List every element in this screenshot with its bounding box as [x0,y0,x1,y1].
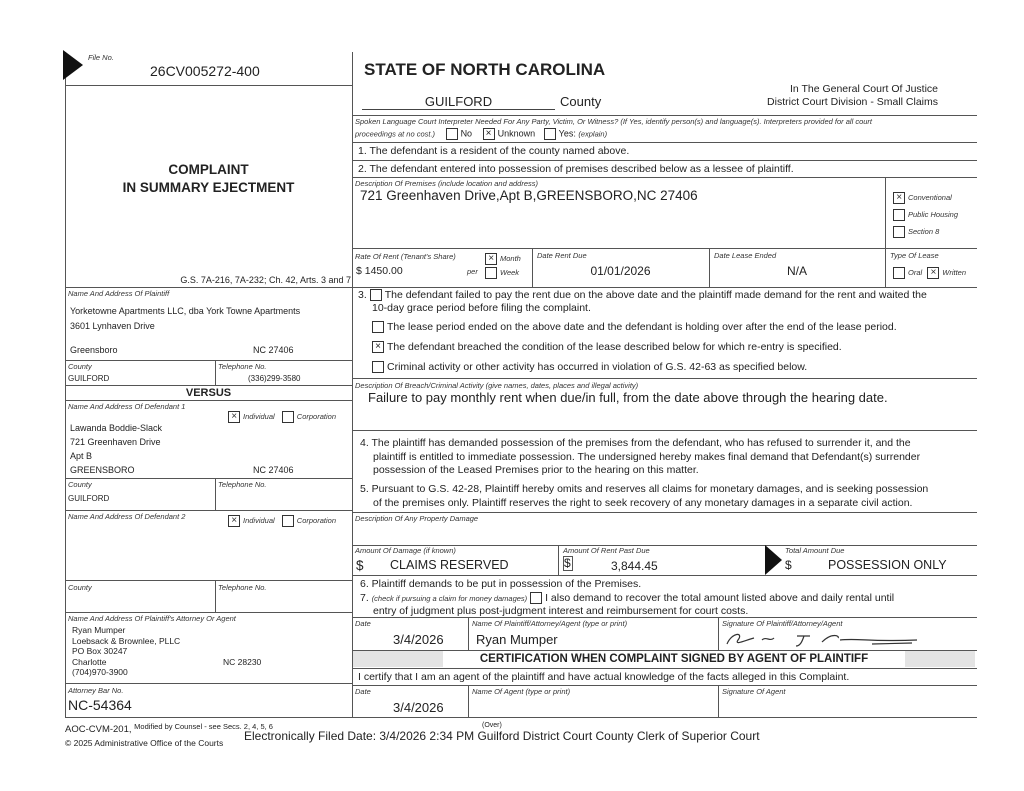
defendant1-city: GREENSBORO [70,465,135,475]
sig-date-label: Date [355,619,371,628]
total-value: POSSESSION ONLY [828,558,947,572]
month-label: Month [500,253,521,263]
plaintiff-label: Name And Address Of Plaintiff [68,289,170,298]
form-number: AOC-CVM-201, [65,724,132,735]
conventional-checkbox[interactable]: × [893,192,905,204]
item-5-line: of the premises only. Plaintiff reserves the right to seek recovery of any monetary damages in a separate civil action. [373,496,913,509]
statute: G.S. 7A-216, 7A-232; Ch. 42, Arts. 3 and 7 [180,275,351,285]
rent-label: Rate Of Rent (Tenant's Share) [355,252,456,261]
breach-checkbox[interactable]: × [372,341,384,353]
ended-value: N/A [786,264,807,278]
item-7 [360,592,894,604]
breach-label: Description Of Breach/Criminal Activity (give names, dates, places and illegal activity) [355,381,639,390]
item-4 [360,437,920,478]
damage-amount-label: Amount Of Damage (if known) [355,546,456,555]
rule [65,612,352,613]
handwritten-signature [722,628,922,650]
defendant1-unit: Apt B [70,451,93,461]
past-due-value: 3,844.45 [611,559,658,573]
rule [215,580,216,612]
rule [352,177,977,178]
item-7-hint: (check if pursuing a claim for money damages) [371,594,528,603]
attorney-po: PO Box 30247 [72,646,128,656]
lease-type-label: Type Of Lease [890,251,939,260]
holdover-checkbox[interactable] [372,321,384,333]
item-2: 2. The defendant entered into possession of premises described below as a lessee of plaintiff. [358,163,794,175]
criminal-text: Criminal activity or other activity has occurred in violation of G.S. 42-63 as specified below. [387,361,808,373]
item-5 [360,483,928,510]
rule [65,683,352,684]
sig-label: Signature Of Plaintiff/Attorney/Agent [722,619,843,628]
breach-text: The defendant breached the condition of the lease described below for which re-entry is specified. [387,341,842,353]
written-label: Written [942,267,967,277]
written-checkbox[interactable]: × [927,267,939,279]
shade [353,651,443,667]
item-1: 1. The defendant is a resident of the county named above. [358,145,630,157]
no-checkbox[interactable] [446,128,458,140]
ended-label: Date Lease Ended [714,251,777,260]
cert-date: 3/4/2026 [393,700,444,715]
sig-name: Ryan Mumper [476,632,558,647]
interpreter-question-2: proceedings at no cost.) [355,129,436,139]
rule [352,378,977,379]
rule [352,115,977,116]
item-4-line: plaintiff is entitled to immediate possession. The undersigned hereby makes final demand that Defendant(s) surrender [373,450,921,463]
rule [352,685,977,686]
unknown-label: Unknown [497,128,536,139]
section-8-checkbox[interactable] [893,226,905,238]
yes-label: Yes: [558,128,576,139]
rule [65,510,352,511]
title-line-1: COMPLAINT [168,162,249,177]
attorney-address [72,625,180,678]
cert-date-label: Date [355,687,371,696]
rule [352,142,977,143]
type-conventional[interactable] [893,192,952,204]
money-damages-checkbox[interactable] [530,592,542,604]
criminal-checkbox[interactable] [372,361,384,373]
rule [352,650,977,651]
total-marker-icon [765,545,783,575]
county-name: GUILFORD [362,94,555,110]
public-housing-checkbox[interactable] [893,209,905,221]
holdover-text: The lease period ended on the above date and the defendant is holding over after the end of the lease period. [387,321,897,333]
interpreter-options [355,128,607,140]
defendant2-type [228,515,336,527]
item-7-text: I also demand to recover the total amount listed above and daily rental until [545,592,895,604]
item-4-line: 4. The plaintiff has demanded possession of the premises from the defendant, who has refused to surrender it, and the [360,437,911,449]
month-checkbox[interactable]: × [485,253,497,265]
county-label: County [560,94,602,109]
form-id [65,724,273,735]
rule [65,478,352,479]
week-label: Week [500,267,520,277]
defendant1-label: Name And Address Of Defendant 1 [68,402,186,411]
per-label: per [467,267,478,276]
item-5-line: 5. Pursuant to G.S. 42-28, Plaintiff hereby omits and reserves all claims for monetary damages, and is seeking possession [360,483,929,495]
item-3-text: The defendant failed to pay the rent due on the above date and the plaintiff made demand for the rent and waited the [384,289,927,301]
conventional-label: Conventional [908,192,952,202]
sig-date: 3/4/2026 [393,632,444,647]
rule [718,617,719,650]
rule [65,85,352,86]
defendant1-county-label: County [68,480,92,489]
total-currency: $ [785,558,792,572]
plaintiff-phone-label: Telephone No. [218,362,267,371]
public-housing-label: Public Housing [908,209,959,219]
section-8-label: Section 8 [908,226,940,236]
rule [352,617,977,618]
versus: VERSUS [185,387,232,399]
rule [352,430,977,431]
item-7-number: 7. [360,592,369,604]
rule [352,160,977,161]
plaintiff-phone: (336)299-3580 [248,374,301,383]
total-label: Total Amount Due [785,546,845,555]
agent-sig-label: Signature Of Agent [722,687,786,696]
rule [352,575,977,576]
individual-label: Individual [243,411,275,421]
plaintiff-city: Greensboro [70,345,118,355]
oral-checkbox[interactable] [893,267,905,279]
sig-name-label: Name Of Plaintiff/Attorney/Agent (type or print) [472,619,628,628]
damage-currency: $ [356,558,364,573]
explain-label: (explain) [578,129,608,139]
type-public-housing[interactable] [893,209,958,221]
certification-title: CERTIFICATION WHEN COMPLAINT SIGNED BY AGENT OF PLAINTIFF [479,653,869,665]
individual-label: Individual [243,515,275,525]
rule [215,360,216,385]
attorney-name: Ryan Mumper [72,625,126,635]
rule [65,580,352,581]
defendant1-type [228,411,336,423]
court-line-1: In The General Court Of Justice [789,83,938,95]
rent-value: $ 1450.00 [356,265,403,277]
rule [468,685,469,717]
week-checkbox[interactable] [485,267,497,279]
rule [65,287,977,288]
item-3-number: 3. [358,289,367,301]
due-label: Date Rent Due [537,251,587,260]
plaintiff-county: GUILFORD [68,374,110,383]
court-line-2: District Court Division - Small Claims [767,96,938,108]
rule [558,545,559,575]
lease-type-options [893,267,966,279]
item-3-text-2: 10-day grace period before filing the complaint. [372,302,591,314]
no-label: No [460,128,473,139]
defendant2-county-label: County [68,583,92,592]
attorney-firm: Loebsack & Brownlee, PLLC [72,635,181,646]
title-line-2: IN SUMMARY EJECTMENT [122,180,295,195]
past-due-label: Amount Of Rent Past Due [563,546,650,555]
agent-name-label: Name Of Agent (type or print) [472,687,571,696]
bar-number: NC-54364 [68,697,132,713]
plaintiff-name: Yorketowne Apartments LLC, dba York Towne Apartments [70,306,301,316]
rule [65,360,352,361]
copyright: © 2025 Administrative Office of the Courts [65,738,224,748]
bar-label: Attorney Bar No. [68,686,124,695]
breach-value: Failure to pay monthly rent when due/in full, from the date above through the hearing date. [368,390,888,405]
defendant1-county: GUILFORD [68,494,110,503]
rule [718,685,719,717]
defendant1-state-zip: NC 27406 [253,465,294,475]
plaintiff-county-label: County [68,362,92,371]
individual-checkbox[interactable]: × [228,515,240,527]
item-3-checkbox[interactable] [370,289,382,301]
attorney-state-zip: NC 28230 [223,657,262,667]
corporation-label: Corporation [296,411,336,421]
file-number: 26CV005272-400 [150,63,260,79]
defendant1-street: 721 Greenhaven Drive [70,437,161,447]
attorney-phone: (704)970-3900 [72,667,128,677]
plaintiff-street: 3601 Lynhaven Drive [70,321,155,331]
defendant1-name: Lawanda Boddie-Slack [70,423,163,433]
attorney-city: Charlotte [72,656,107,667]
over-note: (Over) [482,722,502,729]
corporation-label: Corporation [296,515,336,525]
file-marker-icon [63,50,85,80]
modified-note: Modified by Counsel - see Secs. 2, 4, 5, 6 [134,722,273,731]
individual-checkbox[interactable]: × [228,411,240,423]
e-filed-stamp: Electronically Filed Date: 3/4/2026 2:34 PM Guilford District Court County Clerk of Superior Court [244,729,760,743]
file-no-label: File No. [88,53,114,62]
defendant2-label: Name And Address Of Defendant 2 [68,512,186,521]
type-section-8[interactable] [893,226,939,238]
item-6: 6. Plaintiff demands to be put in possession of the Premises. [360,578,642,590]
rule [65,400,352,401]
interpreter-question: Spoken Language Court Interpreter Needed For Any Party, Victim, Or Witness? (If Yes, identify person(s) and language(s). Interpreters provided for all court [355,117,872,126]
unknown-checkbox[interactable]: × [483,128,495,140]
corporation-checkbox[interactable] [282,515,294,527]
corporation-checkbox[interactable] [282,411,294,423]
rule [352,512,977,513]
defendant2-phone-label: Telephone No. [218,583,267,592]
rule [885,177,886,287]
rule [468,617,469,650]
shade [905,651,975,667]
item-4-line: possession of the Leased Premises prior to the hearing on this matter. [373,464,699,476]
rule [65,717,977,718]
damage-label: Description Of Any Property Damage [355,514,479,523]
damage-amount: CLAIMS RESERVED [390,558,509,572]
month-option [485,253,521,265]
state-title: STATE OF NORTH CAROLINA [364,60,606,79]
week-option [485,267,519,279]
premises-label: Description Of Premises (include location and address) [355,179,538,188]
plaintiff-state-zip: NC 27406 [253,345,294,355]
due-value: 01/01/2026 [590,264,651,278]
rule [352,668,977,669]
defendant1-phone-label: Telephone No. [218,480,267,489]
rule [65,385,352,386]
certification-text: I certify that I am an agent of the plaintiff and have actual knowledge of the facts alleged in this Complaint. [358,671,850,683]
premises-value: 721 Greenhaven Drive,Apt B,GREENSBORO,NC 27406 [360,188,698,203]
yes-checkbox[interactable] [544,128,556,140]
attorney-label: Name And Address Of Plaintiff's Attorney Or Agent [68,614,236,623]
item-7-text-2: entry of judgment plus post-judgment interest and reimbursement for court costs. [373,605,749,617]
past-due-currency: $ [563,556,573,571]
oral-label: Oral [908,267,923,277]
rule [352,248,977,249]
rule [215,478,216,510]
item-3 [358,289,927,301]
